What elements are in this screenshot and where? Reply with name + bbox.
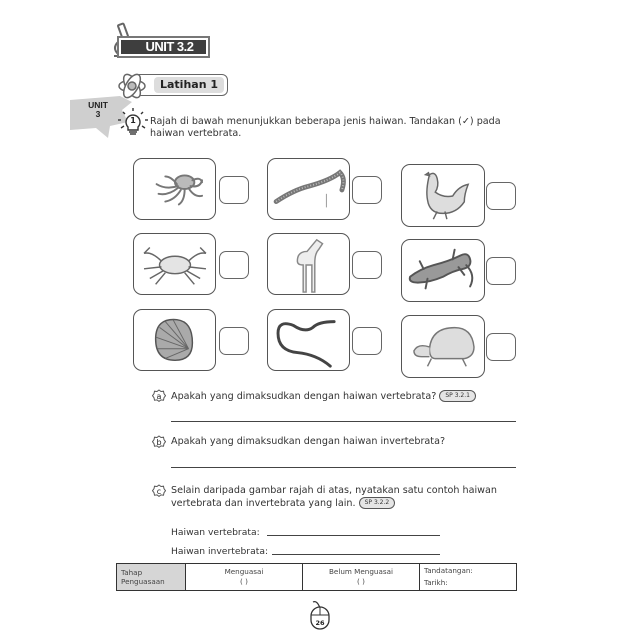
animal-card-crab [133,233,216,295]
question-a [171,390,476,403]
question-c [171,485,521,510]
mastered-cell[interactable] [186,564,303,591]
animal-card-horse [267,233,350,295]
rooster-icon [402,165,484,226]
question-c-letter: c [156,487,162,496]
checkbox-crab[interactable] [219,251,249,279]
not-mastered-checkbox[interactable]: ( ) [357,577,365,586]
answer-line-a[interactable] [171,421,516,422]
checkbox-octopus[interactable] [219,176,249,204]
horse-icon [268,234,349,294]
instruction-text: Rajah di bawah menunjukkan beberapa jenis haiwan. Tandakan (✓) pada haiwan vertebrata. [150,116,501,139]
question-c-badge-icon [152,484,166,498]
animal-card-tortoise [401,315,485,378]
question-b-text: Apakah yang dimaksudkan dengan haiwan invertebrata? [171,436,446,447]
eel-icon [268,310,349,370]
exercise-label: Latihan 1 [154,77,224,93]
mastered-checkbox[interactable]: ( ) [240,577,248,586]
animal-card-eel [267,309,350,371]
signature-label: Tandatangan: [424,566,473,575]
checkbox-lizard[interactable] [486,257,516,285]
crab-icon [134,234,215,294]
unit-side-tab-line1: UNIT [88,100,108,110]
question-b-badge-icon [152,435,166,449]
question-b-letter: b [156,438,162,447]
seashell-icon [134,310,215,370]
question-c-line1: Selain daripada gambar rajah di atas, nyatakan satu contoh haiwan [171,485,497,496]
vertebrate-field-label: Haiwan vertebrata: [171,527,260,538]
lizard-icon [402,240,484,301]
invertebrate-answer-line[interactable] [272,554,440,555]
question-a-text: Apakah yang dimaksudkan dengan haiwan vertebrata? [171,391,437,402]
page-number: 26 [315,619,325,627]
mastered-label: Menguasai [224,567,264,576]
unit-heading [117,36,210,58]
question-a-letter: a [156,392,162,401]
centipede-icon [268,159,349,219]
checkbox-seashell[interactable] [219,327,249,355]
checkbox-eel[interactable] [352,327,382,355]
question-a-badge-icon [152,389,166,403]
mouse-page-icon [309,600,331,630]
checkbox-rooster[interactable] [486,182,516,210]
question-c-line2: vertebrata dan invertebrata yang lain. [171,498,356,509]
checkbox-horse[interactable] [352,251,382,279]
not-mastered-label: Belum Menguasai [328,567,394,576]
animal-card-seashell [133,309,216,371]
animal-card-rooster [401,164,485,227]
checkbox-tortoise[interactable] [486,333,516,361]
not-mastered-cell[interactable] [303,564,420,591]
answer-line-b[interactable] [171,467,516,468]
exercise-heading [133,74,228,96]
invertebrate-field-label: Haiwan invertebrata: [171,546,269,557]
animal-card-octopus [133,158,216,220]
question-a-sp-badge: SP 3.2.1 [439,390,476,402]
octopus-icon [134,159,215,219]
mastery-table [116,563,517,591]
mastery-label-line2: Penguasaan [121,577,165,586]
checkbox-centipede[interactable] [352,176,382,204]
animal-card-centipede [267,158,350,220]
unit-side-tab-label [84,101,112,119]
vertebrate-answer-line[interactable] [267,535,440,536]
unit-side-tab-line2: 3 [95,109,101,119]
lightbulb-icon [118,108,148,136]
unit-label: UNIT 3.2 [121,40,206,54]
animal-card-lizard [401,239,485,302]
tortoise-icon [402,316,484,377]
question-c-sp-badge: SP 3.2.2 [359,497,396,509]
date-label: Tarikh: [424,578,448,587]
mastery-label-cell [117,564,186,591]
question-number: 1 [130,116,136,125]
signature-cell[interactable] [420,564,517,591]
mastery-label-line1: Tahap [121,568,143,577]
